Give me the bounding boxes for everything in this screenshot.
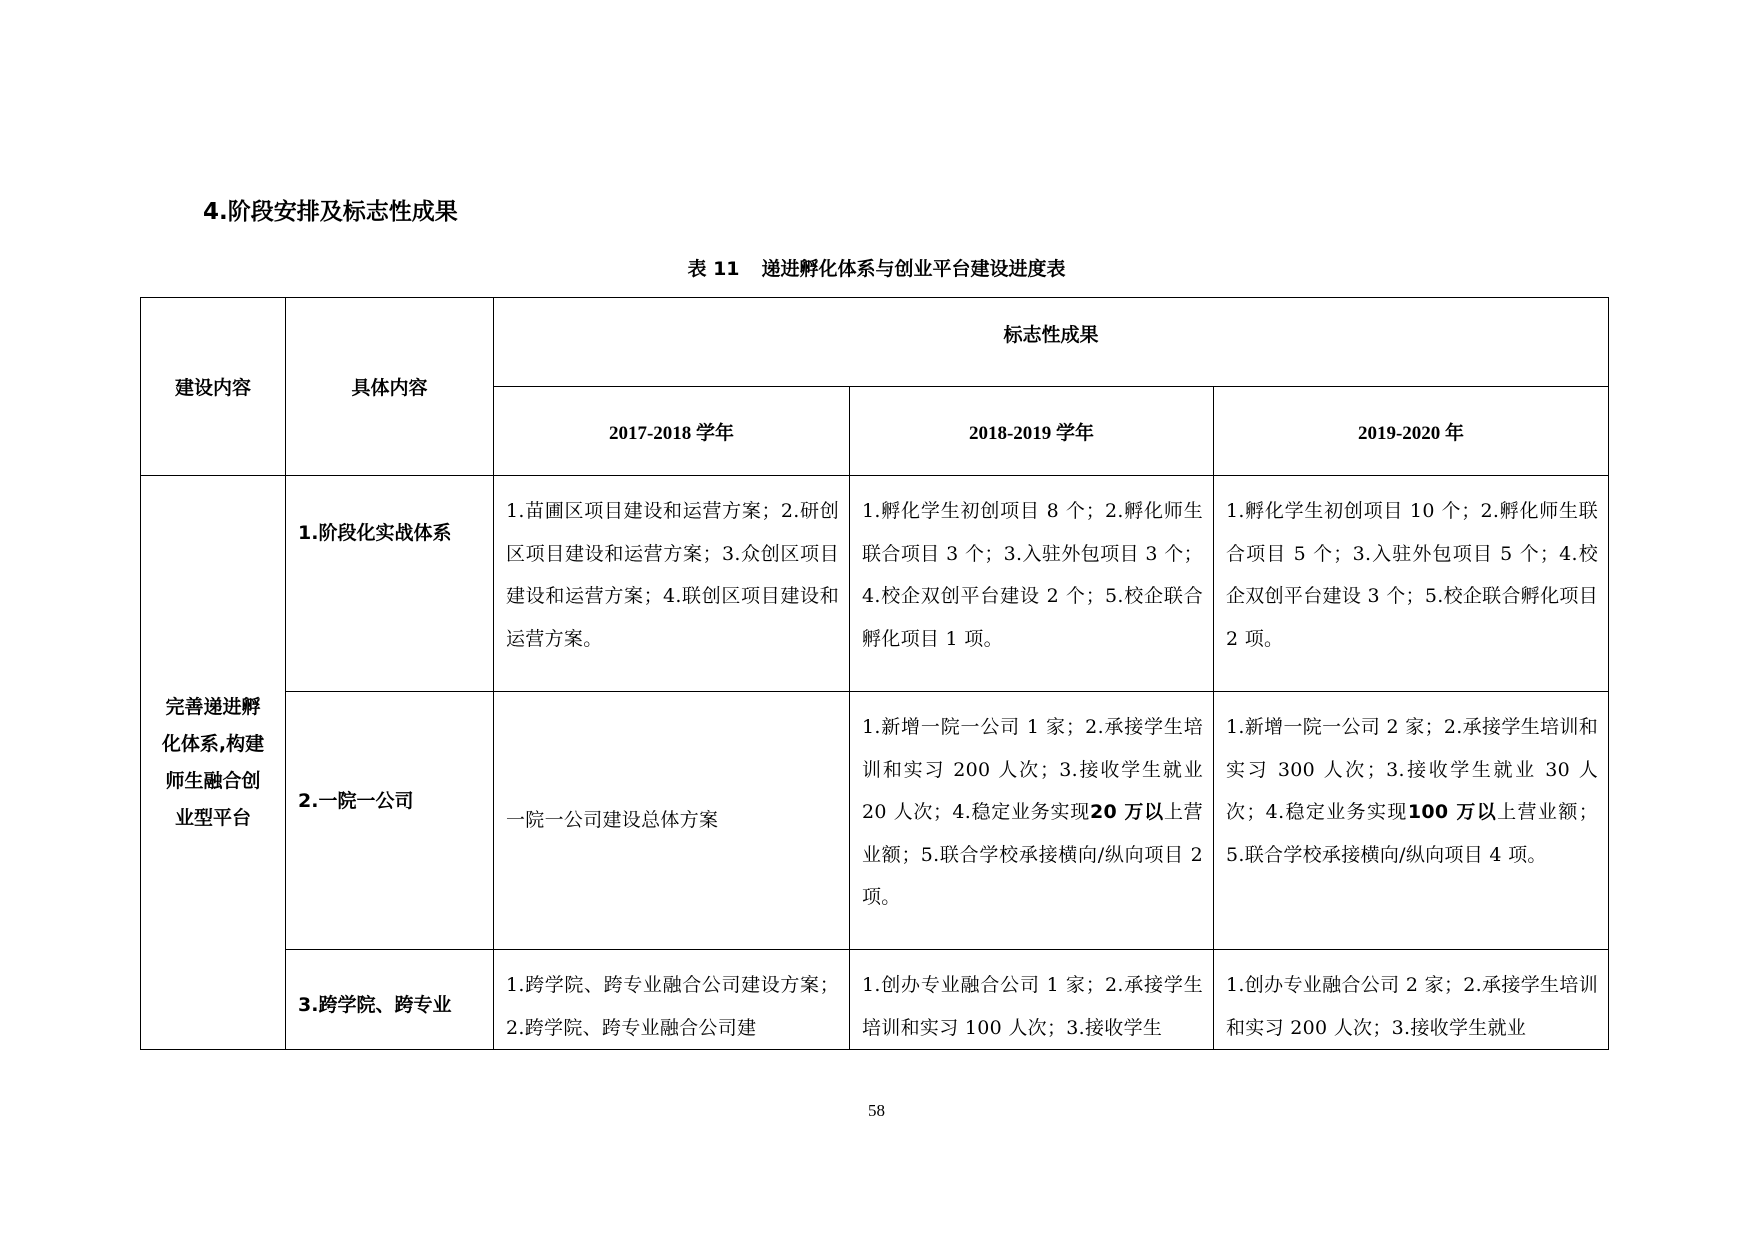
table-caption: [0, 256, 1753, 282]
header-year-2018: 2018-2019 学年: [850, 387, 1214, 476]
milestone-2017-cell: 1.苗圃区项目建设和运营方案；2.研创区项目建设和运营方案；3.众创区项目建设和运营方案；4.联创区项目建设和运营方案。: [494, 476, 850, 692]
table-caption-title: 递进孵化体系与创业平台建设进度表: [761, 258, 1066, 280]
milestone-text: 1.新增一院一公司 1 家；2.承接学生培训和实习 200 人次；3.接收学生就业 20 人次；4.稳定业务实现: [862, 716, 1203, 823]
sub-item-label: 1.阶段化实战体系: [298, 522, 452, 544]
milestone-2018-cell: 1.创办专业融合公司 1 家；2.承接学生培训和实习 100 人次；3.接收学生: [850, 950, 1214, 1050]
milestone-2017-cell: 一院一公司建设总体方案: [494, 692, 850, 950]
main-item-line: 业型平台: [174, 806, 251, 829]
sub-item-cell: [286, 950, 494, 1050]
header-year-2017: 2017-2018 学年: [494, 387, 850, 476]
main-item-line: 化体系,构建: [161, 732, 265, 755]
milestone-text: 1.新增一院一公司 2 家；2.承接学生培训和实习 300 人次；3.接收学生就业 30 人次；4.稳定业务实现: [1226, 716, 1599, 823]
main-item-cell: [141, 476, 286, 1050]
header-construction: 建设内容: [141, 298, 286, 476]
sub-item-cell: [286, 692, 494, 950]
milestone-2018-cell: 1.孵化学生初创项目 8 个；2.孵化师生联合项目 3 个；3.入驻外包项目 3 个；4.校企双创平台建设 2 个；5.校企联合孵化项目 1 项。: [850, 476, 1214, 692]
milestone-2019-cell: 1.创办专业融合公司 2 家；2.承接学生培训和实习 200 人次；3.接收学生就业: [1214, 950, 1609, 1050]
header-milestones: 标志性成果: [494, 298, 1609, 387]
milestone-2018-cell: [850, 692, 1214, 950]
main-item-line: 师生融合创: [165, 769, 261, 792]
table-row: [141, 950, 1609, 1050]
header-year-2019: 2019-2020 年: [1214, 387, 1609, 476]
table-row: [141, 692, 1609, 950]
table-caption-number: 表 11: [687, 258, 740, 280]
main-item-line: 完善递进孵: [165, 695, 261, 718]
milestone-2019-cell: 1.孵化学生初创项目 10 个；2.孵化师生联合项目 5 个；3.入驻外包项目 5 个；4.校企双创平台建设 3 个；5.校企联合孵化项目 2 项。: [1214, 476, 1609, 692]
section-heading: 4.阶段安排及标志性成果: [203, 199, 458, 225]
progress-table: [140, 297, 1609, 1050]
header-specific: 具体内容: [286, 298, 494, 476]
milestone-2017-cell: 1.跨学院、跨专业融合公司建设方案；2.跨学院、跨专业融合公司建: [494, 950, 850, 1050]
milestone-emphasis: 20 万以: [1090, 801, 1164, 823]
sub-item-label: 2.一院一公司: [298, 789, 414, 812]
page-number: 58: [868, 1101, 885, 1120]
sub-item-cell: [286, 476, 494, 692]
sub-item-label: 3.跨学院、跨专业: [298, 994, 452, 1016]
milestone-text: 上营业额；5.联合学校承接横向/纵向项目 2 项。: [862, 801, 1203, 908]
milestone-2019-cell: [1214, 692, 1609, 950]
milestone-emphasis: 100 万以: [1407, 801, 1498, 823]
table-row: [141, 476, 1609, 692]
milestone-text: 上营业额；5.联合学校承接横向/纵向项目 4 项。: [1226, 801, 1598, 866]
